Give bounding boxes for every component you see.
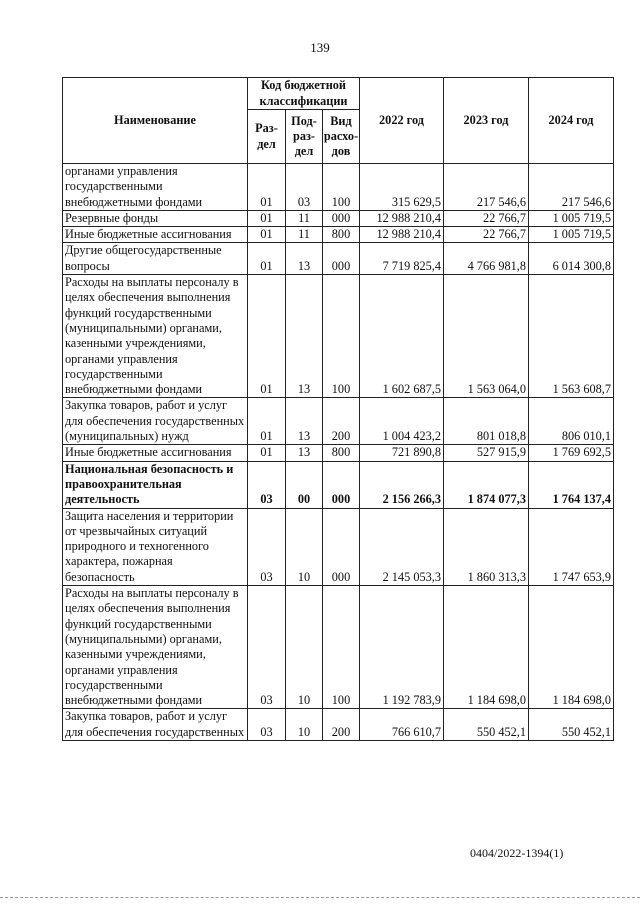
table-row	[63, 461, 614, 508]
row-value-2023: 801 018,8	[444, 398, 529, 445]
row-value-2022: 1 004 423,2	[360, 398, 444, 445]
row-name: Другие общегосударственные вопросы	[63, 243, 248, 275]
row-value-2024: 1 769 692,5	[529, 445, 614, 461]
table-row	[63, 164, 614, 211]
table-row	[63, 398, 614, 445]
row-section: 01	[248, 243, 286, 275]
header-code-group: Код бюджетной классификации	[248, 78, 360, 110]
row-expense-type: 200	[323, 709, 360, 741]
row-name: Расходы на выплаты персоналу в целях обеспечения выполнения функций государственными (муниципальными) органами, казенными учреждениями, органами управления государственными внебюджетными фондами	[63, 586, 248, 709]
row-expense-type: 000	[323, 210, 360, 226]
row-name: Закупка товаров, работ и услуг для обеспечения государственных (муниципальных) нужд	[63, 398, 248, 445]
row-value-2023: 1 860 313,3	[444, 508, 529, 585]
row-section: 03	[248, 586, 286, 709]
row-subsection: 13	[286, 275, 323, 398]
row-section: 03	[248, 709, 286, 741]
row-section: 01	[248, 210, 286, 226]
row-value-2022: 721 890,8	[360, 445, 444, 461]
row-value-2024: 806 010,1	[529, 398, 614, 445]
document-code: 0404/2022-1394(1)	[470, 846, 564, 860]
row-section: 01	[248, 445, 286, 461]
header-subsection: Под-раз-дел	[286, 110, 323, 164]
row-value-2024: 1 563 608,7	[529, 275, 614, 398]
row-section: 01	[248, 398, 286, 445]
row-value-2022: 1 192 783,9	[360, 586, 444, 709]
row-section: 01	[248, 164, 286, 211]
row-subsection: 10	[286, 508, 323, 585]
row-section: 03	[248, 508, 286, 585]
row-value-2023: 4 766 981,8	[444, 243, 529, 275]
row-expense-type: 100	[323, 586, 360, 709]
row-value-2024: 1 005 719,5	[529, 227, 614, 243]
row-value-2023: 22 766,7	[444, 210, 529, 226]
row-value-2024: 6 014 300,8	[529, 243, 614, 275]
row-expense-type: 200	[323, 398, 360, 445]
row-subsection: 13	[286, 398, 323, 445]
row-name: Закупка товаров, работ и услуг для обеспечения государственных	[63, 709, 248, 741]
row-subsection: 13	[286, 445, 323, 461]
row-value-2022: 7 719 825,4	[360, 243, 444, 275]
row-value-2023: 550 452,1	[444, 709, 529, 741]
row-value-2022: 766 610,7	[360, 709, 444, 741]
row-value-2023: 527 915,9	[444, 445, 529, 461]
bottom-rule	[0, 897, 640, 898]
row-subsection: 00	[286, 461, 323, 508]
row-value-2024: 1 184 698,0	[529, 586, 614, 709]
row-name: Иные бюджетные ассигнования	[63, 227, 248, 243]
row-value-2023: 217 546,6	[444, 164, 529, 211]
row-name: Защита населения и территории от чрезвычайных ситуаций природного и техногенного характера, пожарная безопасность	[63, 508, 248, 585]
table-row	[63, 227, 614, 243]
row-section: 01	[248, 227, 286, 243]
row-subsection: 10	[286, 709, 323, 741]
row-value-2023: 1 563 064,0	[444, 275, 529, 398]
row-value-2023: 1 874 077,3	[444, 461, 529, 508]
row-name: Иные бюджетные ассигнования	[63, 445, 248, 461]
row-value-2022: 315 629,5	[360, 164, 444, 211]
header-2023: 2023 год	[444, 78, 529, 164]
row-expense-type: 100	[323, 275, 360, 398]
row-value-2022: 12 988 210,4	[360, 227, 444, 243]
row-value-2023: 1 184 698,0	[444, 586, 529, 709]
row-value-2024: 1 764 137,4	[529, 461, 614, 508]
header-2022: 2022 год	[360, 78, 444, 164]
row-section: 03	[248, 461, 286, 508]
row-name: органами управления государственными внебюджетными фондами	[63, 164, 248, 211]
table-row	[63, 586, 614, 709]
row-expense-type: 100	[323, 164, 360, 211]
row-value-2024: 550 452,1	[529, 709, 614, 741]
row-expense-type: 800	[323, 445, 360, 461]
table-row	[63, 709, 614, 741]
row-subsection: 10	[286, 586, 323, 709]
row-name: Национальная безопасность и правоохранительная деятельность	[63, 461, 248, 508]
row-name: Резервные фонды	[63, 210, 248, 226]
table-row	[63, 210, 614, 226]
row-value-2024: 1 005 719,5	[529, 210, 614, 226]
table-row	[63, 445, 614, 461]
row-name: Расходы на выплаты персоналу в целях обеспечения выполнения функций государственными (муниципальными) органами, казенными учреждениями, органами управления государственными внебюджетными фондами	[63, 275, 248, 398]
row-value-2022: 2 156 266,3	[360, 461, 444, 508]
row-expense-type: 000	[323, 461, 360, 508]
table-row	[63, 243, 614, 275]
row-value-2022: 2 145 053,3	[360, 508, 444, 585]
row-value-2024: 1 747 653,9	[529, 508, 614, 585]
header-expense-type: Вид расхо-дов	[323, 110, 360, 164]
row-expense-type: 000	[323, 243, 360, 275]
row-value-2022: 1 602 687,5	[360, 275, 444, 398]
row-expense-type: 800	[323, 227, 360, 243]
row-value-2023: 22 766,7	[444, 227, 529, 243]
row-section: 01	[248, 275, 286, 398]
page-number: 139	[310, 40, 330, 55]
row-subsection: 11	[286, 210, 323, 226]
header-name: Наименование	[63, 78, 248, 164]
table-row	[63, 275, 614, 398]
header-2024: 2024 год	[529, 78, 614, 164]
row-subsection: 03	[286, 164, 323, 211]
row-subsection: 13	[286, 243, 323, 275]
table-row	[63, 508, 614, 585]
row-value-2024: 217 546,6	[529, 164, 614, 211]
budget-table	[62, 77, 614, 741]
header-section: Раз-дел	[248, 110, 286, 164]
row-subsection: 11	[286, 227, 323, 243]
row-value-2022: 12 988 210,4	[360, 210, 444, 226]
row-expense-type: 000	[323, 508, 360, 585]
